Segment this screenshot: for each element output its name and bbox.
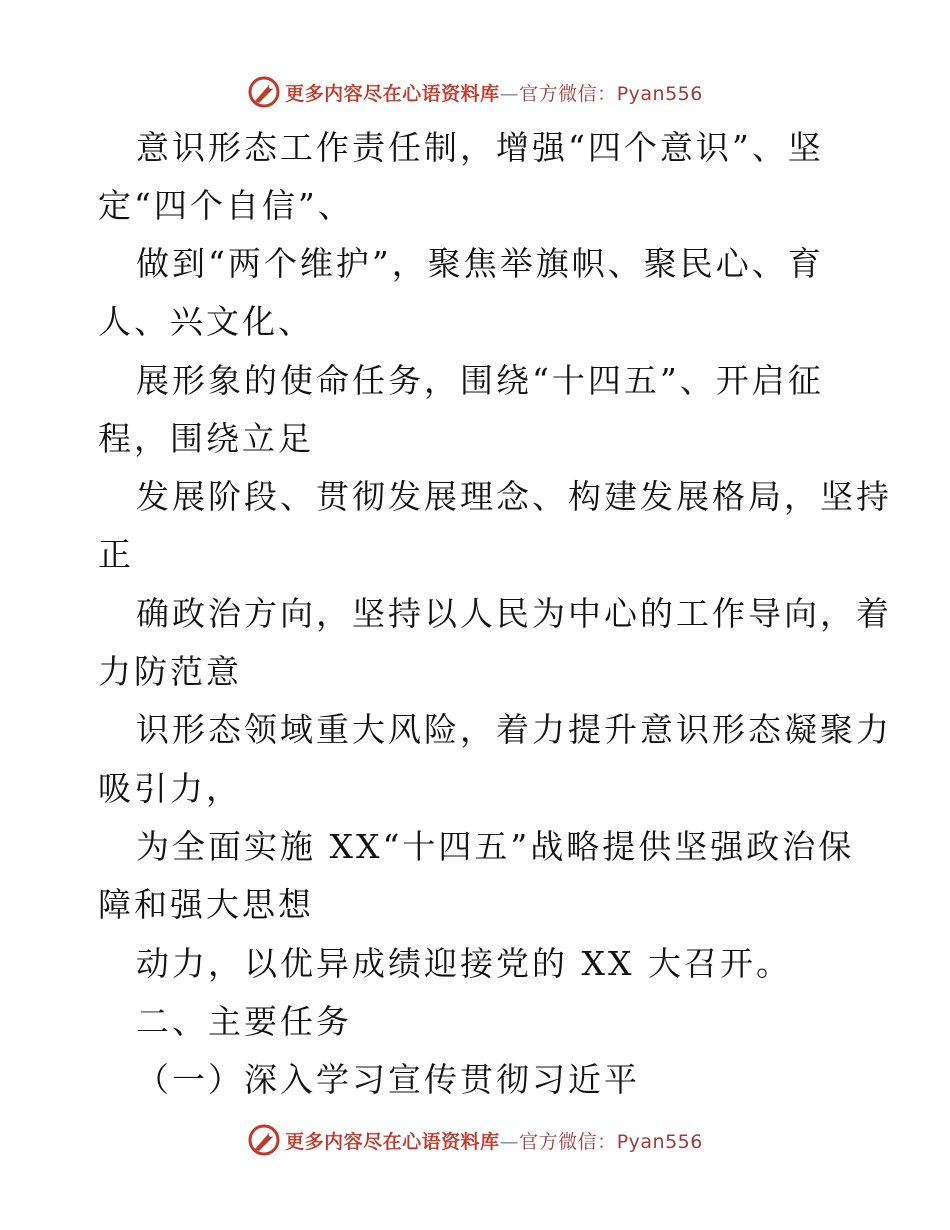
body-line-4: 人、兴文化、 [98, 302, 314, 341]
body-line-8: 正 [98, 535, 134, 574]
watermark-brand: 更多内容尽在心语资料库 [285, 82, 500, 105]
pen-logo-icon [247, 1123, 281, 1157]
header-watermark [0, 72, 950, 112]
watermark-dash: — [499, 1130, 520, 1153]
watermark-dash: — [499, 82, 520, 105]
body-line-9: 确政治方向，坚持以人民为中心的工作导向，着 [136, 594, 892, 633]
body-line-11: 识形态领域重大风险，着力提升意识形态凝聚力 [136, 710, 892, 749]
body-line-3: 做到“两个维护”，聚焦举旗帜、聚民心、育 [136, 244, 824, 283]
body-line-13: 为全面实施 XX“十四五”战略提供坚强政治保 [136, 827, 855, 866]
body-line-5: 展形象的使命任务，围绕“十四五”、开启征 [136, 361, 824, 400]
body-line-10: 力防范意 [98, 652, 242, 691]
body-line-12: 吸引力， [98, 769, 242, 808]
watermark-text [285, 79, 703, 106]
body-line-1: 意识形态工作责任制，增强“四个意识”、坚 [136, 128, 824, 167]
body-line-2: 定“四个自信”、 [98, 186, 354, 225]
body-line-14: 障和强大思想 [98, 885, 314, 924]
subsection-heading: （一）深入学习宣传贯彻习近平 [136, 1060, 640, 1099]
watermark-wechat-id: Pyan556 [616, 1130, 703, 1153]
watermark-wechat-label: 官方微信： [519, 82, 617, 105]
section-heading: 二、主要任务 [136, 1002, 352, 1041]
watermark-wechat-label: 官方微信： [519, 1130, 617, 1153]
footer-watermark [0, 1120, 950, 1160]
body-line-15: 动力，以优异成绩迎接党的 XX 大召开。 [136, 944, 792, 983]
watermark-brand: 更多内容尽在心语资料库 [285, 1130, 500, 1153]
watermark-wechat-id: Pyan556 [616, 82, 703, 105]
pen-logo-icon [247, 75, 281, 109]
watermark-text [285, 1127, 703, 1154]
body-line-7: 发展阶段、贯彻发展理念、构建发展格局，坚持 [136, 477, 892, 516]
body-line-6: 程，围绕立足 [98, 419, 314, 458]
